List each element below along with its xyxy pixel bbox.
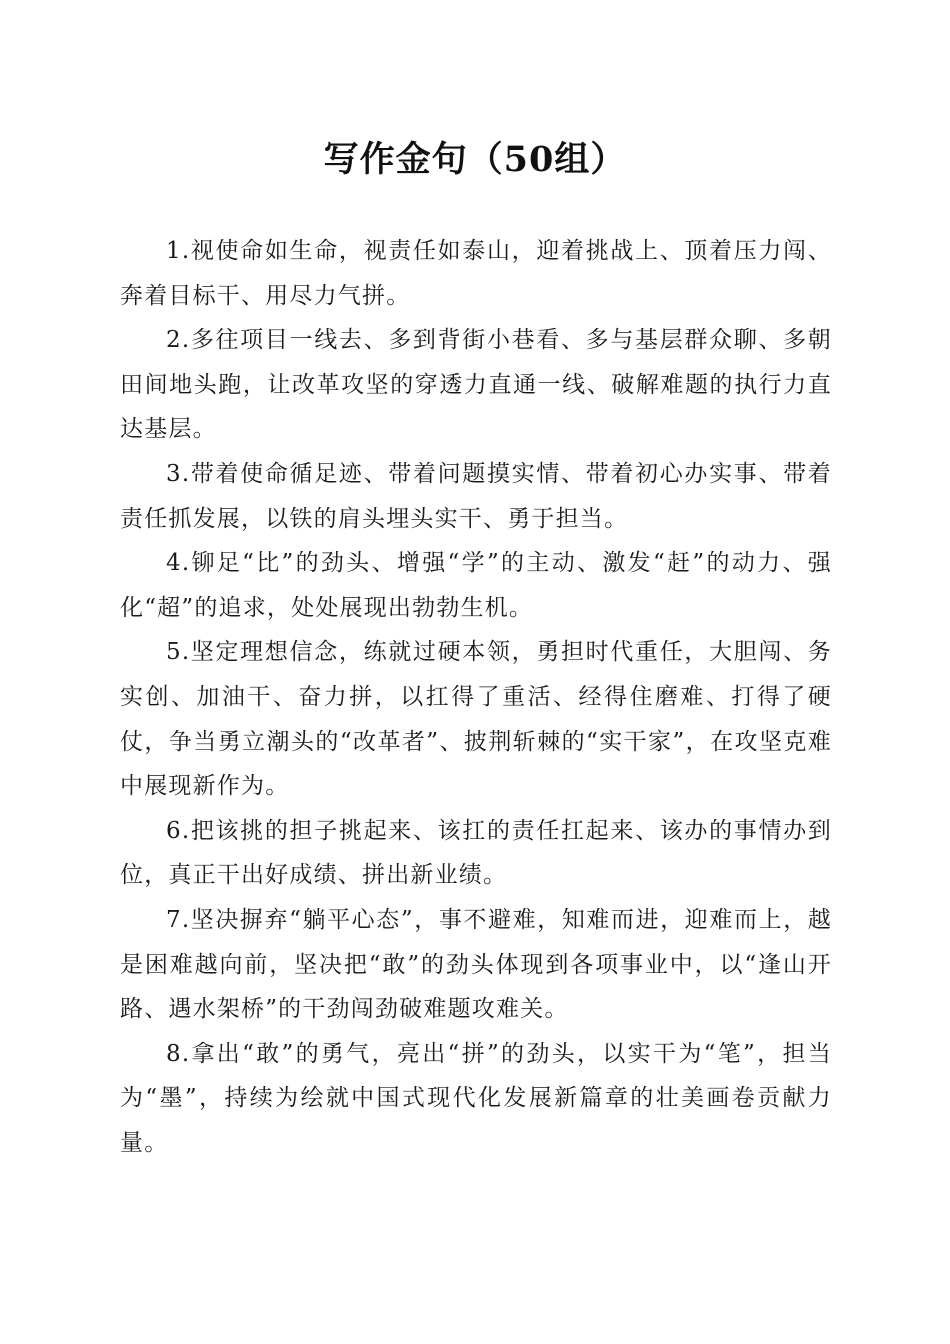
paragraph-6: 6.把该挑的担子挑起来、该扛的责任扛起来、该办的事情办到位，真正干出好成绩、拼出新业绩。 <box>120 817 832 889</box>
paragraph-8: 8.拿出“敢”的勇气，亮出“拼”的劲头，以实干为“笔”，担当为“墨”，持续为绘就中国式现代化发展新篇章的壮美画卷贡献力量。 <box>120 1040 832 1156</box>
paragraph-7: 7.坚决摒弃“躺平心态”，事不避难，知难而进，迎难而上，越是困难越向前，坚决把“敢”的劲头体现到各项事业中，以“逢山开路、遇水架桥”的干劲闯劲破难题攻难关。 <box>120 906 832 1023</box>
paragraph-2: 2.多往项目一线去、多到背街小巷看、多与基层群众聊、多朝田间地头跑，让改革攻坚的穿透力直通一线、破解难题的执行力直达基层。 <box>120 327 832 443</box>
document-title: 写作金句（50组） <box>323 139 627 180</box>
paragraph-3: 3.带着使命循足迹、带着问题摸实情、带着初心办实事、带着责任抓发展，以铁的肩头埋头实干、勇于担当。 <box>120 460 832 532</box>
paragraph-4: 4.铆足“比”的劲头、增强“学”的主动、激发“赶”的动力、强化“超”的追求，处处展现出勃勃生机。 <box>120 550 832 621</box>
document-body <box>120 229 832 1165</box>
paragraph-1: 1.视使命如生命，视责任如泰山，迎着挑战上、顶着压力闯、奔着目标干、用尽力气拼。 <box>120 238 832 309</box>
paragraph-5: 5.坚定理想信念，练就过硬本领，勇担时代重任，大胆闯、务实创、加油干、奋力拼，以扛得了重活、经得住磨难、打得了硬仗，争当勇立潮头的“改革者”、披荆斩棘的“实干家”，在攻坚克难中展现新作为。 <box>120 639 832 800</box>
